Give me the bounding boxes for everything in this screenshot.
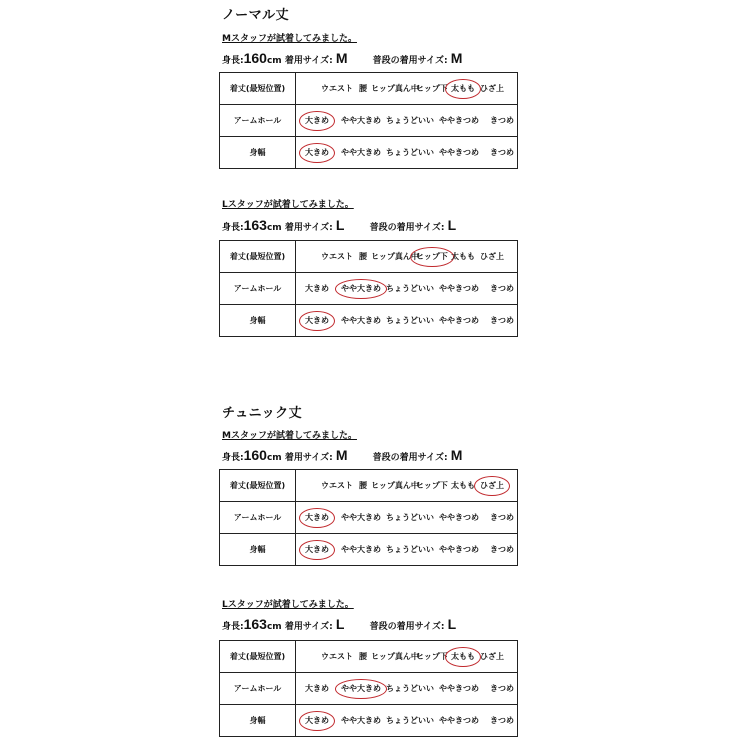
option: やや大きめ <box>341 147 381 157</box>
staff-caption-m: Mスタッフが試着してみました。 <box>222 34 357 44</box>
height-value: 163 <box>243 616 267 632</box>
option: 太もも <box>451 480 475 490</box>
option: きつめ <box>490 283 514 293</box>
measurement-line <box>222 50 462 66</box>
fit-row <box>220 641 518 673</box>
option: 腰 <box>359 651 367 661</box>
fit-table <box>219 469 518 566</box>
option: きつめ <box>490 715 514 725</box>
row-label: アームホール <box>220 502 296 534</box>
selected-option: やや大きめ <box>341 683 381 693</box>
height-unit: cm <box>266 453 282 463</box>
selected-option: やや大きめ <box>341 283 381 293</box>
option: ひざ上 <box>480 251 504 261</box>
fit-row <box>220 534 518 566</box>
row-options <box>296 305 518 337</box>
option: きつめ <box>490 115 514 125</box>
measurement-line <box>222 447 462 463</box>
row-options <box>296 534 518 566</box>
fit-row <box>220 273 518 305</box>
option: ちょうどいい <box>386 715 434 725</box>
selected-option: 大きめ <box>305 715 329 725</box>
selected-option: 大きめ <box>305 115 329 125</box>
fit-row <box>220 137 518 169</box>
fit-row <box>220 470 518 502</box>
height-value: 160 <box>243 447 267 463</box>
option: ヒップ下 <box>416 83 448 93</box>
option: ヒップ下 <box>416 480 448 490</box>
selected-option: ひざ上 <box>480 480 504 490</box>
row-options <box>296 273 518 305</box>
option: ひざ上 <box>480 651 504 661</box>
usual-size-value: M <box>450 447 463 463</box>
fit-row <box>220 241 518 273</box>
row-options <box>296 137 518 169</box>
row-options <box>296 73 518 105</box>
option: ウエスト <box>321 251 353 261</box>
option: ちょうどいい <box>386 544 434 554</box>
option: ちょうどいい <box>386 512 434 522</box>
option: 太もも <box>451 251 475 261</box>
height-unit: cm <box>266 223 282 233</box>
option: ヒップ真ん中 <box>371 251 419 261</box>
height-label: 身長: <box>222 453 244 463</box>
height-label: 身長: <box>222 223 244 233</box>
option: 腰 <box>359 251 367 261</box>
option: きつめ <box>490 683 514 693</box>
height-label: 身長: <box>222 56 244 66</box>
usual-size-label: 普段の着用サイズ: <box>372 56 448 66</box>
usual-size-value: L <box>447 616 457 632</box>
option: ヒップ下 <box>416 651 448 661</box>
option: ちょうどいい <box>386 283 434 293</box>
row-label: 着丈(最短位置) <box>220 470 296 502</box>
usual-size-label: 普段の着用サイズ: <box>372 453 448 463</box>
option: きつめ <box>490 147 514 157</box>
option: ひざ上 <box>480 83 504 93</box>
option: 腰 <box>359 480 367 490</box>
option: ヒップ真ん中 <box>371 480 419 490</box>
row-options <box>296 470 518 502</box>
staff-caption-m: Mスタッフが試着してみました。 <box>222 431 357 441</box>
row-options <box>296 502 518 534</box>
option: ややきつめ <box>439 147 479 157</box>
row-label: アームホール <box>220 273 296 305</box>
height-label: 身長: <box>222 622 244 632</box>
row-label: 着丈(最短位置) <box>220 73 296 105</box>
option: やや大きめ <box>341 512 381 522</box>
section-title-normal: ノーマル丈 <box>222 8 290 23</box>
row-label: アームホール <box>220 105 296 137</box>
usual-size-value: L <box>447 217 457 233</box>
height-value: 160 <box>243 50 267 66</box>
option: ウエスト <box>321 651 353 661</box>
option: やや大きめ <box>341 315 381 325</box>
section-title-tunic: チュニック丈 <box>222 406 303 421</box>
staff-caption-l: Lスタッフが試着してみました。 <box>222 600 354 610</box>
selected-option: 太もも <box>451 651 475 661</box>
option: やや大きめ <box>341 715 381 725</box>
height-unit: cm <box>266 622 282 632</box>
selected-option: ヒップ下 <box>416 251 448 261</box>
size-value: L <box>335 616 345 632</box>
usual-size-label: 普段の着用サイズ: <box>369 622 445 632</box>
usual-size-label: 普段の着用サイズ: <box>369 223 445 233</box>
option: ややきつめ <box>439 115 479 125</box>
fit-row <box>220 73 518 105</box>
size-value: M <box>335 50 348 66</box>
fit-row <box>220 673 518 705</box>
size-value: L <box>335 217 345 233</box>
fit-row <box>220 705 518 737</box>
measurement-line <box>222 217 456 233</box>
row-options <box>296 705 518 737</box>
selected-option: 太もも <box>451 83 475 93</box>
option: ややきつめ <box>439 715 479 725</box>
row-options <box>296 673 518 705</box>
option: ややきつめ <box>439 512 479 522</box>
option: 大きめ <box>305 683 329 693</box>
option: ちょうどいい <box>386 315 434 325</box>
size-label: 着用サイズ: <box>284 622 333 632</box>
fit-table <box>219 640 518 737</box>
row-label: 身幅 <box>220 305 296 337</box>
option: ちょうどいい <box>386 147 434 157</box>
height-value: 163 <box>243 217 267 233</box>
usual-size-value: M <box>450 50 463 66</box>
selected-option: 大きめ <box>305 544 329 554</box>
row-label: 着丈(最短位置) <box>220 241 296 273</box>
option: ヒップ真ん中 <box>371 651 419 661</box>
fit-row <box>220 105 518 137</box>
selected-option: 大きめ <box>305 315 329 325</box>
option: ちょうどいい <box>386 683 434 693</box>
selected-option: 大きめ <box>305 512 329 522</box>
fit-table <box>219 240 518 337</box>
option: ウエスト <box>321 480 353 490</box>
option: ややきつめ <box>439 683 479 693</box>
option: やや大きめ <box>341 115 381 125</box>
height-unit: cm <box>266 56 282 66</box>
selected-option: 大きめ <box>305 147 329 157</box>
row-label: アームホール <box>220 673 296 705</box>
option: ややきつめ <box>439 283 479 293</box>
measurement-line <box>222 616 456 632</box>
option: きつめ <box>490 315 514 325</box>
fit-row <box>220 305 518 337</box>
size-label: 着用サイズ: <box>284 223 333 233</box>
fit-row <box>220 502 518 534</box>
row-label: 身幅 <box>220 137 296 169</box>
row-label: 身幅 <box>220 705 296 737</box>
option: やや大きめ <box>341 544 381 554</box>
option: ちょうどいい <box>386 115 434 125</box>
staff-caption-l: Lスタッフが試着してみました。 <box>222 200 354 210</box>
row-label: 着丈(最短位置) <box>220 641 296 673</box>
option: ウエスト <box>321 83 353 93</box>
row-options <box>296 241 518 273</box>
option: 大きめ <box>305 283 329 293</box>
option: 腰 <box>359 83 367 93</box>
row-label: 身幅 <box>220 534 296 566</box>
option: きつめ <box>490 544 514 554</box>
option: ヒップ真ん中 <box>371 83 419 93</box>
option: ややきつめ <box>439 544 479 554</box>
size-value: M <box>335 447 348 463</box>
fit-table <box>219 72 518 169</box>
row-options <box>296 641 518 673</box>
option: きつめ <box>490 512 514 522</box>
row-options <box>296 105 518 137</box>
size-label: 着用サイズ: <box>284 56 333 66</box>
option: ややきつめ <box>439 315 479 325</box>
size-label: 着用サイズ: <box>284 453 333 463</box>
